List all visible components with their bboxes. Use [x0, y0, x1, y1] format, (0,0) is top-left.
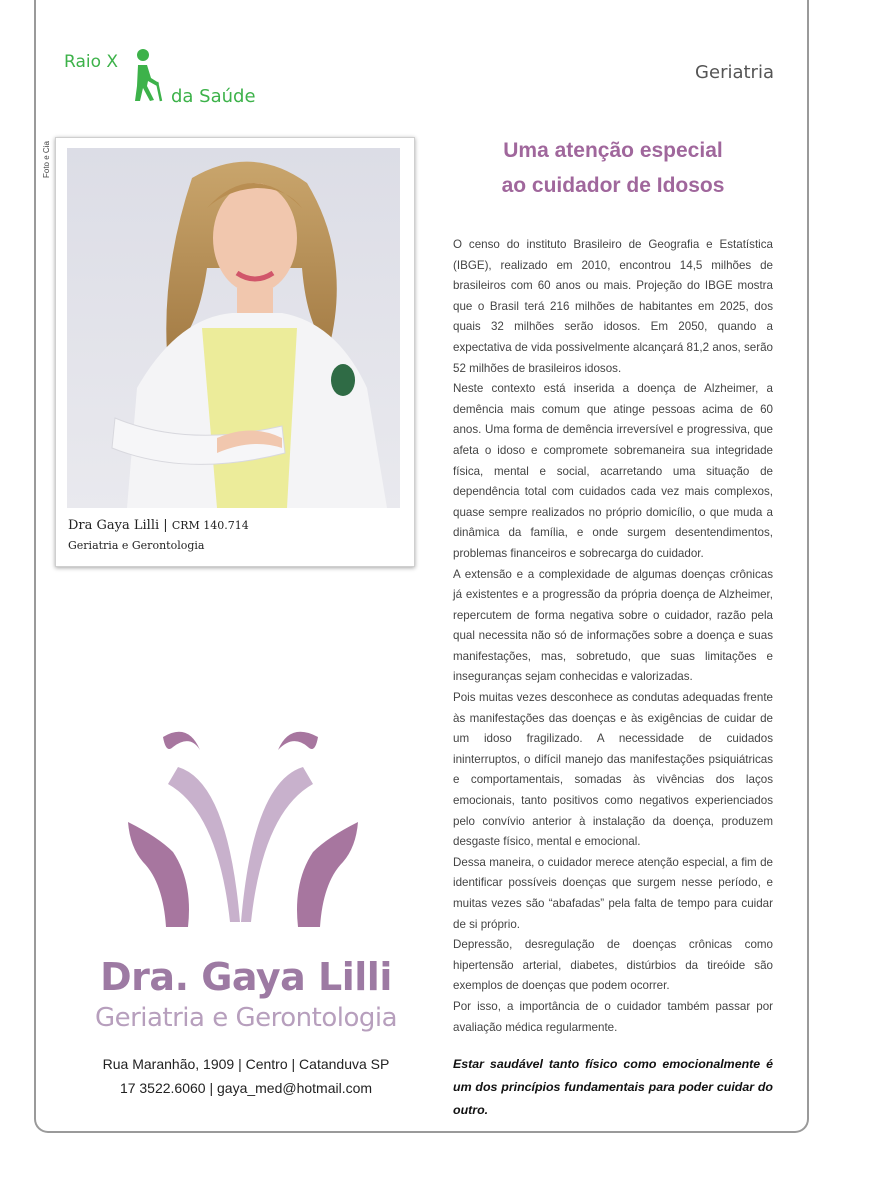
photo-credit: Foto e Cia	[42, 141, 51, 178]
paragraph: Neste contexto está inserida a doença de Alzheimer, a demência mais comum que atinge pessoas acima de 60 anos. Uma forma de demência irreversível e progressiva, que afeta o idoso e compromete sobremaneira sua integridade física, mental e social, acarretando uma situação de dependência total com cuidados cada vez mais complexos, quase sempre realizados no próprio domicílio, o que muda a dinâmica da família, e onde surgem desentendimentos, problemas financeiros e sobrecarga do cuidador.	[453, 382, 773, 560]
portrait-photo	[67, 148, 400, 508]
paragraph: Por isso, a importância de o cuidador também passar por avaliação médica regularmente.	[453, 999, 773, 1034]
portrait-caption-specialty: Geriatria e Gerontologia	[68, 539, 205, 552]
portrait-card	[55, 137, 415, 567]
title-line-1: Uma atenção especial	[503, 139, 723, 162]
paragraph: A extensão e a complexidade de algumas doenças crônicas já existentes e a progressão da própria doença de Alzheimer, repercutem de forma negativa sobre o cuidador, razão pela qual necessita não só de informações sobre a doença e suas manifestações, mas, sobretudo, que suas limitações e inseguranças sejam conhecidas e valorizadas.	[453, 567, 773, 684]
paragraph: Pois muitas vezes desconhece as condutas adequadas frente às manifestações das doenças e às exigências de cuidar de um idoso fragilizado. A necessidade de cuidados ininterruptos, o difícil manejo das manifestações psiquiátricas e comportamentais, somadas às vivências dos laços emocionais, tanto positivos como negativos experienciados pelo convívio anterior à instalação da doença, produzem desgaste físico, mental e emocional.	[453, 691, 773, 849]
clinic-logo-name: Dra. Gaya Lilli	[100, 955, 392, 999]
title-line-2: ao cuidador de Idosos	[501, 174, 725, 197]
section-label: Geriatria	[695, 62, 774, 83]
article-closing: Estar saudável tanto físico como emocionalmente é um dos princípios fundamentais para poder cuidar do outro.	[453, 1057, 773, 1117]
brand-header	[64, 48, 284, 110]
clinic-address: Rua Maranhão, 1909 | Centro | Catanduva SP	[102, 1056, 390, 1072]
paragraph: O censo do instituto Brasileiro de Geografia e Estatística (IBGE), realizado em 2010, encontrou 14,5 milhões de brasileiros com 60 anos ou mais. Projeção do IBGE mostra que o Brasil terá 216 milhões de habitantes em 2025, dos quais 32 milhões serão idosos. Em 2050, quando a expectativa de vida possivelmente alcançará 81,2 anos, serão 52 milhões de brasileiros idosos.	[453, 238, 773, 375]
brand-line2: da Saúde	[171, 86, 256, 107]
caption-separator: |	[159, 518, 172, 533]
clinic-contact: 17 3522.6060 | gaya_med@hotmail.com	[119, 1080, 373, 1096]
article-title	[453, 133, 773, 203]
article-body	[453, 235, 773, 1038]
brand-line1: Raio X	[64, 52, 119, 72]
clinic-logo-specialty: Geriatria e Gerontologia	[94, 1003, 398, 1033]
elderly-person-with-cane-icon	[132, 48, 164, 102]
clinic-logo-mark	[118, 722, 368, 932]
paragraph: Depressão, desregulação de doenças crônicas como hipertensão arterial, diabetes, distúrbios da tireóide são exemplos de doenças que podem ocorrer.	[453, 938, 773, 993]
portrait-caption-name	[68, 518, 249, 533]
doctor-name: Dra Gaya Lilli	[68, 518, 160, 533]
paragraph: Dessa maneira, o cuidador merece atenção especial, a fim de identificar possíveis doenças que surgem nesse período, e muitas vezes são “abafadas” pela falta de tempo para cuidar de si próprio.	[453, 855, 773, 931]
crm-number: CRM 140.714	[171, 519, 249, 532]
